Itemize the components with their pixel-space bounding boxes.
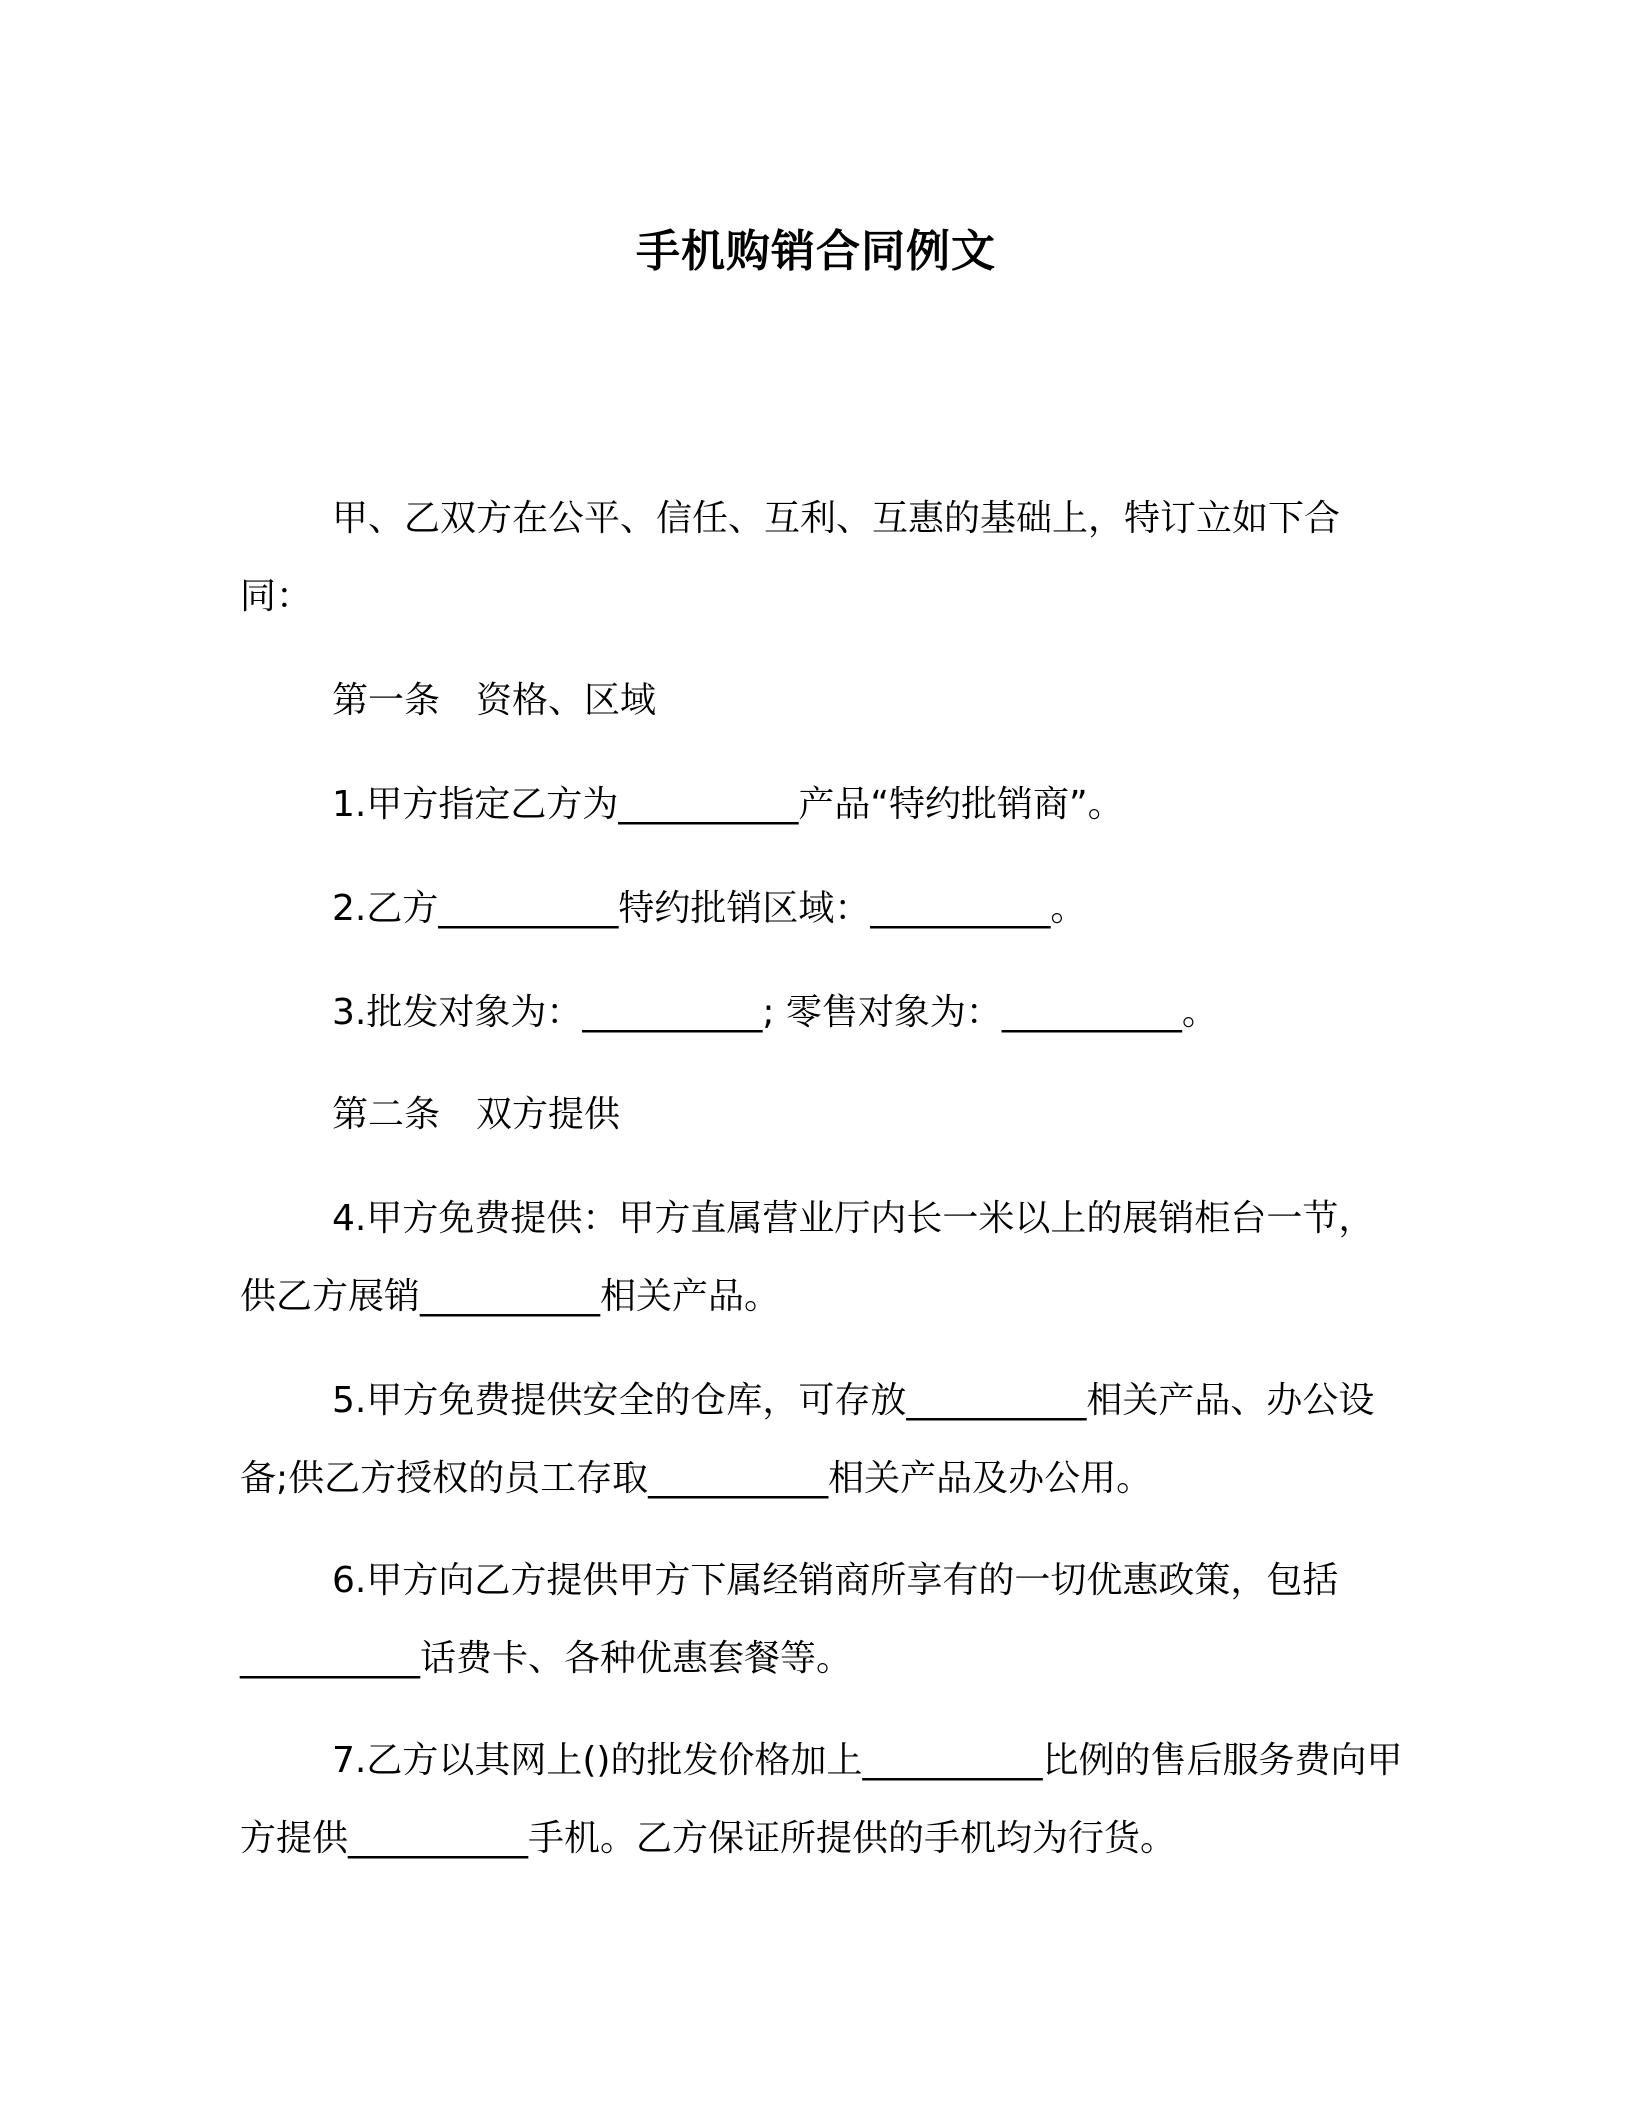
clause-6: 6.甲方向乙方提供甲方下属经销商所享有的一切优惠政策，包括__________话费卡、各种优惠套餐等。 <box>240 1560 1339 1679</box>
clause-4: 4.甲方免费提供：甲方直属营业厅内长一米以上的展销柜台一节，供乙方展销__________相关产品。 <box>240 1198 1375 1317</box>
section-heading-1: 第一条 资格、区域 <box>332 680 657 721</box>
clause-2: 2.乙方__________特约批销区域：__________。 <box>332 888 1087 929</box>
intro-paragraph: 甲、乙双方在公平、信任、互利、互惠的基础上，特订立如下合同： <box>240 498 1341 617</box>
document-title: 手机购销合同例文 <box>636 226 996 277</box>
section-heading-2: 第二条 双方提供 <box>332 1094 621 1135</box>
clause-1: 1.甲方指定乙方为__________产品“特约批销商”。 <box>332 784 1124 825</box>
clause-7: 7.乙方以其网上()的批发价格加上__________比例的售后服务费向甲方提供__________手机。乙方保证所提供的手机均为行货。 <box>240 1740 1403 1859</box>
clause-3: 3.批发对象为：__________; 零售对象为：__________。 <box>332 992 1218 1033</box>
clause-5: 5.甲方免费提供安全的仓库，可存放__________相关产品、办公设备;供乙方授权的员工存取__________相关产品及办公用。 <box>240 1380 1375 1499</box>
